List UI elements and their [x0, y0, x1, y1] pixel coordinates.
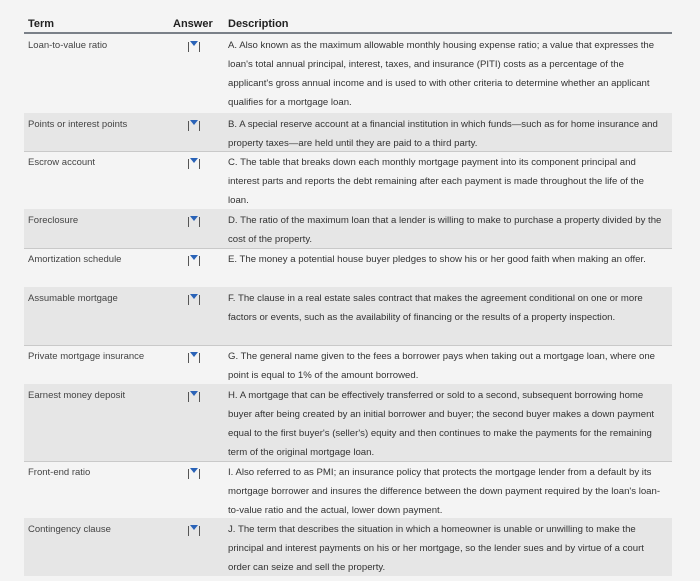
- answer-dropdown[interactable]: [188, 466, 200, 480]
- answer-dropdown[interactable]: [188, 350, 200, 364]
- table-header: [24, 14, 672, 32]
- description-text: B. A special reserve account at a financial institution in which funds—such as for home insurance and property taxes—are held until they are paid to a third party.: [228, 119, 658, 149]
- header-answer: Answer: [173, 18, 213, 30]
- header-term: Term: [28, 18, 55, 30]
- dropdown-arrow-icon: [190, 391, 198, 396]
- answer-dropdown[interactable]: [188, 156, 200, 170]
- answer-dropdown[interactable]: [188, 39, 200, 53]
- term-label: Private mortgage insurance: [28, 351, 145, 362]
- dropdown-arrow-icon: [190, 216, 198, 221]
- description-text: J. The term that describes the situation in which a homeowner is unable or unwilling to make the principal and interest payments on his or her mortgage, so the lender sues and by virtue of a court order can seize and sell the property.: [228, 524, 644, 573]
- answer-dropdown[interactable]: [188, 292, 200, 306]
- term-label: Earnest money deposit: [28, 390, 126, 401]
- dropdown-arrow-icon: [190, 525, 198, 530]
- table-row: [24, 345, 672, 385]
- dropdown-arrow-icon: [190, 255, 198, 260]
- answer-dropdown[interactable]: [188, 214, 200, 228]
- dropdown-arrow-icon: [190, 294, 198, 299]
- description-text: F. The clause in a real estate sales contract that makes the agreement conditional on one or more factors or events, such as the availability of financing or the results of a property inspection.: [228, 293, 643, 323]
- dropdown-arrow-icon: [190, 158, 198, 163]
- dropdown-arrow-icon: [190, 468, 198, 473]
- term-label: Points or interest points: [28, 119, 128, 130]
- answer-dropdown[interactable]: [188, 253, 200, 267]
- term-label: Loan-to-value ratio: [28, 40, 108, 51]
- answer-dropdown[interactable]: [188, 389, 200, 403]
- description-text: D. The ratio of the maximum loan that a lender is willing to make to purchase a property divided by the cost of the property.: [228, 215, 662, 245]
- table-row: [24, 461, 672, 519]
- table-row: [24, 209, 672, 249]
- table-row: [24, 287, 672, 346]
- dropdown-arrow-icon: [190, 41, 198, 46]
- answer-dropdown[interactable]: [188, 118, 200, 132]
- table-row: [24, 151, 672, 210]
- term-label: Front-end ratio: [28, 467, 91, 478]
- term-label: Escrow account: [28, 157, 96, 168]
- description-text: I. Also referred to as PMI; an insurance policy that protects the mortgage lender from a default by its mortgage borrower and insures the difference between the down payment required by the loan's loan-to-value ratio and the actual, lower down payment.: [228, 467, 661, 516]
- table-row: [24, 384, 672, 462]
- answer-dropdown[interactable]: [188, 523, 200, 537]
- header-description: Description: [228, 18, 289, 30]
- term-label: Contingency clause: [28, 524, 111, 535]
- table-row: [24, 248, 672, 288]
- description-text: C. The table that breaks down each monthly mortgage payment into its component principal and interest parts and reports the debt remaining after each payment is made throughout the life of the loan.: [228, 157, 644, 206]
- term-label: Amortization schedule: [28, 254, 122, 265]
- description-text: G. The general name given to the fees a borrower pays when taking out a mortgage loan, where one point is equal to 1% of the amount borrowed.: [228, 351, 656, 381]
- description-text: H. A mortgage that can be effectively transferred or sold to a second, subsequent borrowing home buyer after being created by an initial borrower and buyer; the second buyer makes a down payment equal to the first buyer's (seller's) equity and then continues to make the payments for the remaining term of the original mortgage loan.: [228, 390, 655, 458]
- description-text: E. The money a potential house buyer pledges to show his or her good faith when making an offer.: [228, 254, 646, 265]
- dropdown-arrow-icon: [190, 352, 198, 357]
- term-label: Assumable mortgage: [28, 293, 118, 304]
- table-row: [24, 113, 672, 152]
- dropdown-arrow-icon: [190, 120, 198, 125]
- term-label: Foreclosure: [28, 215, 79, 226]
- description-text: A. Also known as the maximum allowable monthly housing expense ratio; a value that expresses the loan's total annual principal, interest, taxes, and insurance (PITI) costs as a percentage of the applicant's gross annual income and is used to with other criteria to determine whether an applicant qualifies for a mortgage loan.: [228, 40, 655, 108]
- table-row: [24, 518, 672, 576]
- table-row: [24, 34, 672, 114]
